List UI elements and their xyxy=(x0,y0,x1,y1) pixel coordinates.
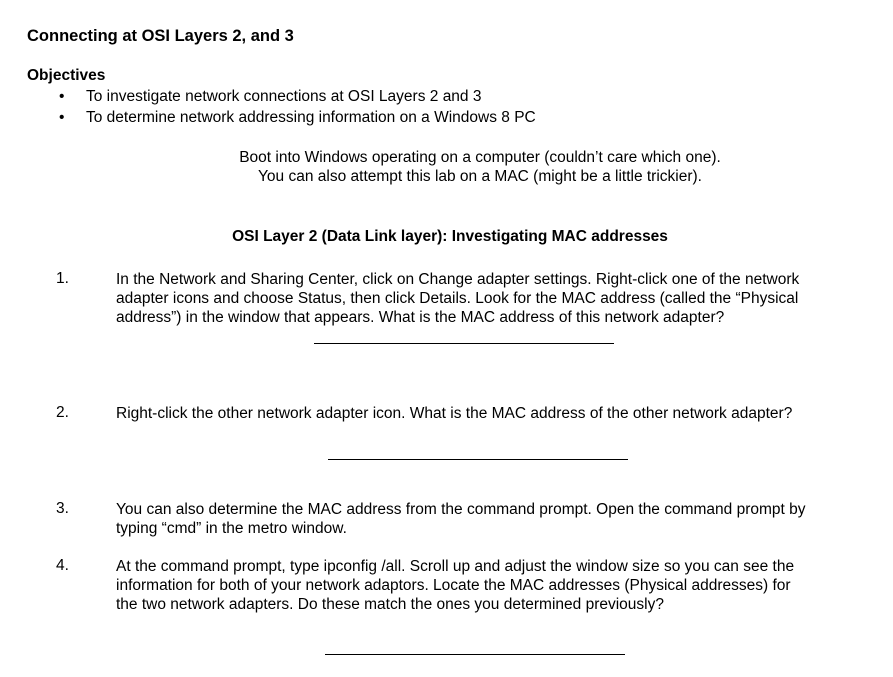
step-text xyxy=(116,404,876,423)
objectives-heading: Objectives xyxy=(27,67,106,84)
step-line: the two network adapters. Do these match the ones you determined previously? xyxy=(116,596,664,613)
step-text xyxy=(116,500,876,538)
step-line: In the Network and Sharing Center, click on Change adapter settings. Right-click one of the network xyxy=(116,271,800,288)
intro-line: You can also attempt this lab on a MAC (might be a little trickier). xyxy=(258,168,702,185)
bullet-marker: • xyxy=(59,88,65,105)
step-line: address”) in the window that appears. What is the MAC address of this network adapter? xyxy=(116,309,725,326)
step-text xyxy=(116,557,876,614)
step-line: Right-click the other network adapter icon. What is the MAC address of the other network adapter? xyxy=(116,405,793,422)
document-title: Connecting at OSI Layers 2, and 3 xyxy=(27,27,294,45)
step-line: You can also determine the MAC address from the command prompt. Open the command prompt by xyxy=(116,501,806,518)
step-number: 3. xyxy=(56,500,69,517)
step-line: adapter icons and choose Status, then click Details. Look for the MAC address (called the “Physical xyxy=(116,290,799,307)
step-text xyxy=(116,270,876,327)
step-number: 1. xyxy=(56,270,69,287)
step-line: At the command prompt, type ipconfig /all. Scroll up and adjust the window size so you can see the xyxy=(116,558,795,575)
step-number: 4. xyxy=(56,557,69,574)
objective-item: To investigate network connections at OSI Layers 2 and 3 xyxy=(86,88,482,105)
objective-item: To determine network addressing information on a Windows 8 PC xyxy=(86,109,536,126)
step-line: information for both of your network adaptors. Locate the MAC addresses (Physical addresses) for xyxy=(116,577,791,594)
bullet-marker: • xyxy=(59,109,65,126)
intro-paragraph xyxy=(0,148,893,186)
answer-blank-line[interactable] xyxy=(314,343,614,344)
intro-line: Boot into Windows operating on a computer (couldn’t care which one). xyxy=(239,149,721,166)
step-number: 2. xyxy=(56,404,69,421)
answer-blank-line[interactable] xyxy=(325,654,625,655)
answer-blank-line[interactable] xyxy=(328,459,628,460)
step-line: typing “cmd” in the metro window. xyxy=(116,520,347,537)
section-heading: OSI Layer 2 (Data Link layer): Investigating MAC addresses xyxy=(232,228,668,245)
